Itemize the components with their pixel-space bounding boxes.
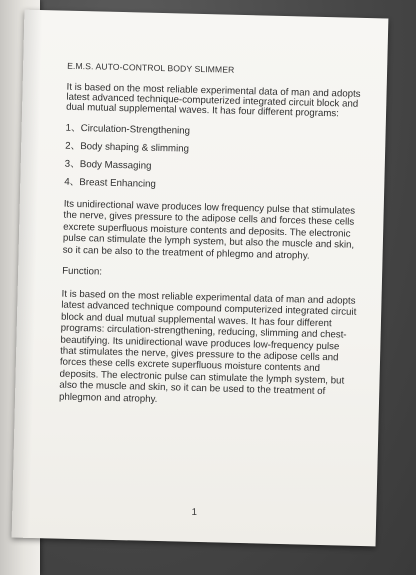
description-paragraph: Its unidirectional wave produces low frequency pulse that stimulates the nerve, gives pressure to the adipose cells and forces these cells excrete superfluous moisture contents and deposits. The electronic pulse can stimulate the lymph system, but also the muscle and skin, so it can be also to the treatment of phlegmo and atrophy. <box>62 198 356 262</box>
program-item: 1、Circulation-Strengthening <box>65 122 191 137</box>
intro-paragraph: It is based on the most reliable experimental data of man and adopts latest advanced technique-computerized integrated circuit block and dual mutual supplemental waves. It has four different programs: <box>65 81 361 120</box>
program-item: 3、Body Massaging <box>64 158 152 172</box>
function-heading: Function: <box>61 265 103 278</box>
page-number: 1 <box>191 506 198 518</box>
program-item: 2、Body shaping & slimming <box>65 140 190 155</box>
program-item: 4、Breast Enhancing <box>64 176 156 190</box>
function-paragraph: It is based on the most reliable experimental data of man and adopts latest advanced technique compound computerized integrated circuit block and dual mutual supplemental waves. It has four different programs: circulation-strengthening, reducing, slimming and chest-beautifying. Its unidirectional wave produces low-frequency pulse that stimulates the nerve, gives pressure to the adipose cells and forces these cells excrete superfluous moisture contents and deposits. The electronic pulse can stimulate the lymph system, but also the muscle and skin, so it can be used to the treatment of phlegmon and atrophy. <box>58 288 357 405</box>
program-list <box>64 123 362 196</box>
document-page <box>12 10 389 547</box>
document-title: E.M.S. AUTO-CONTROL BODY SLIMMER <box>67 60 235 75</box>
